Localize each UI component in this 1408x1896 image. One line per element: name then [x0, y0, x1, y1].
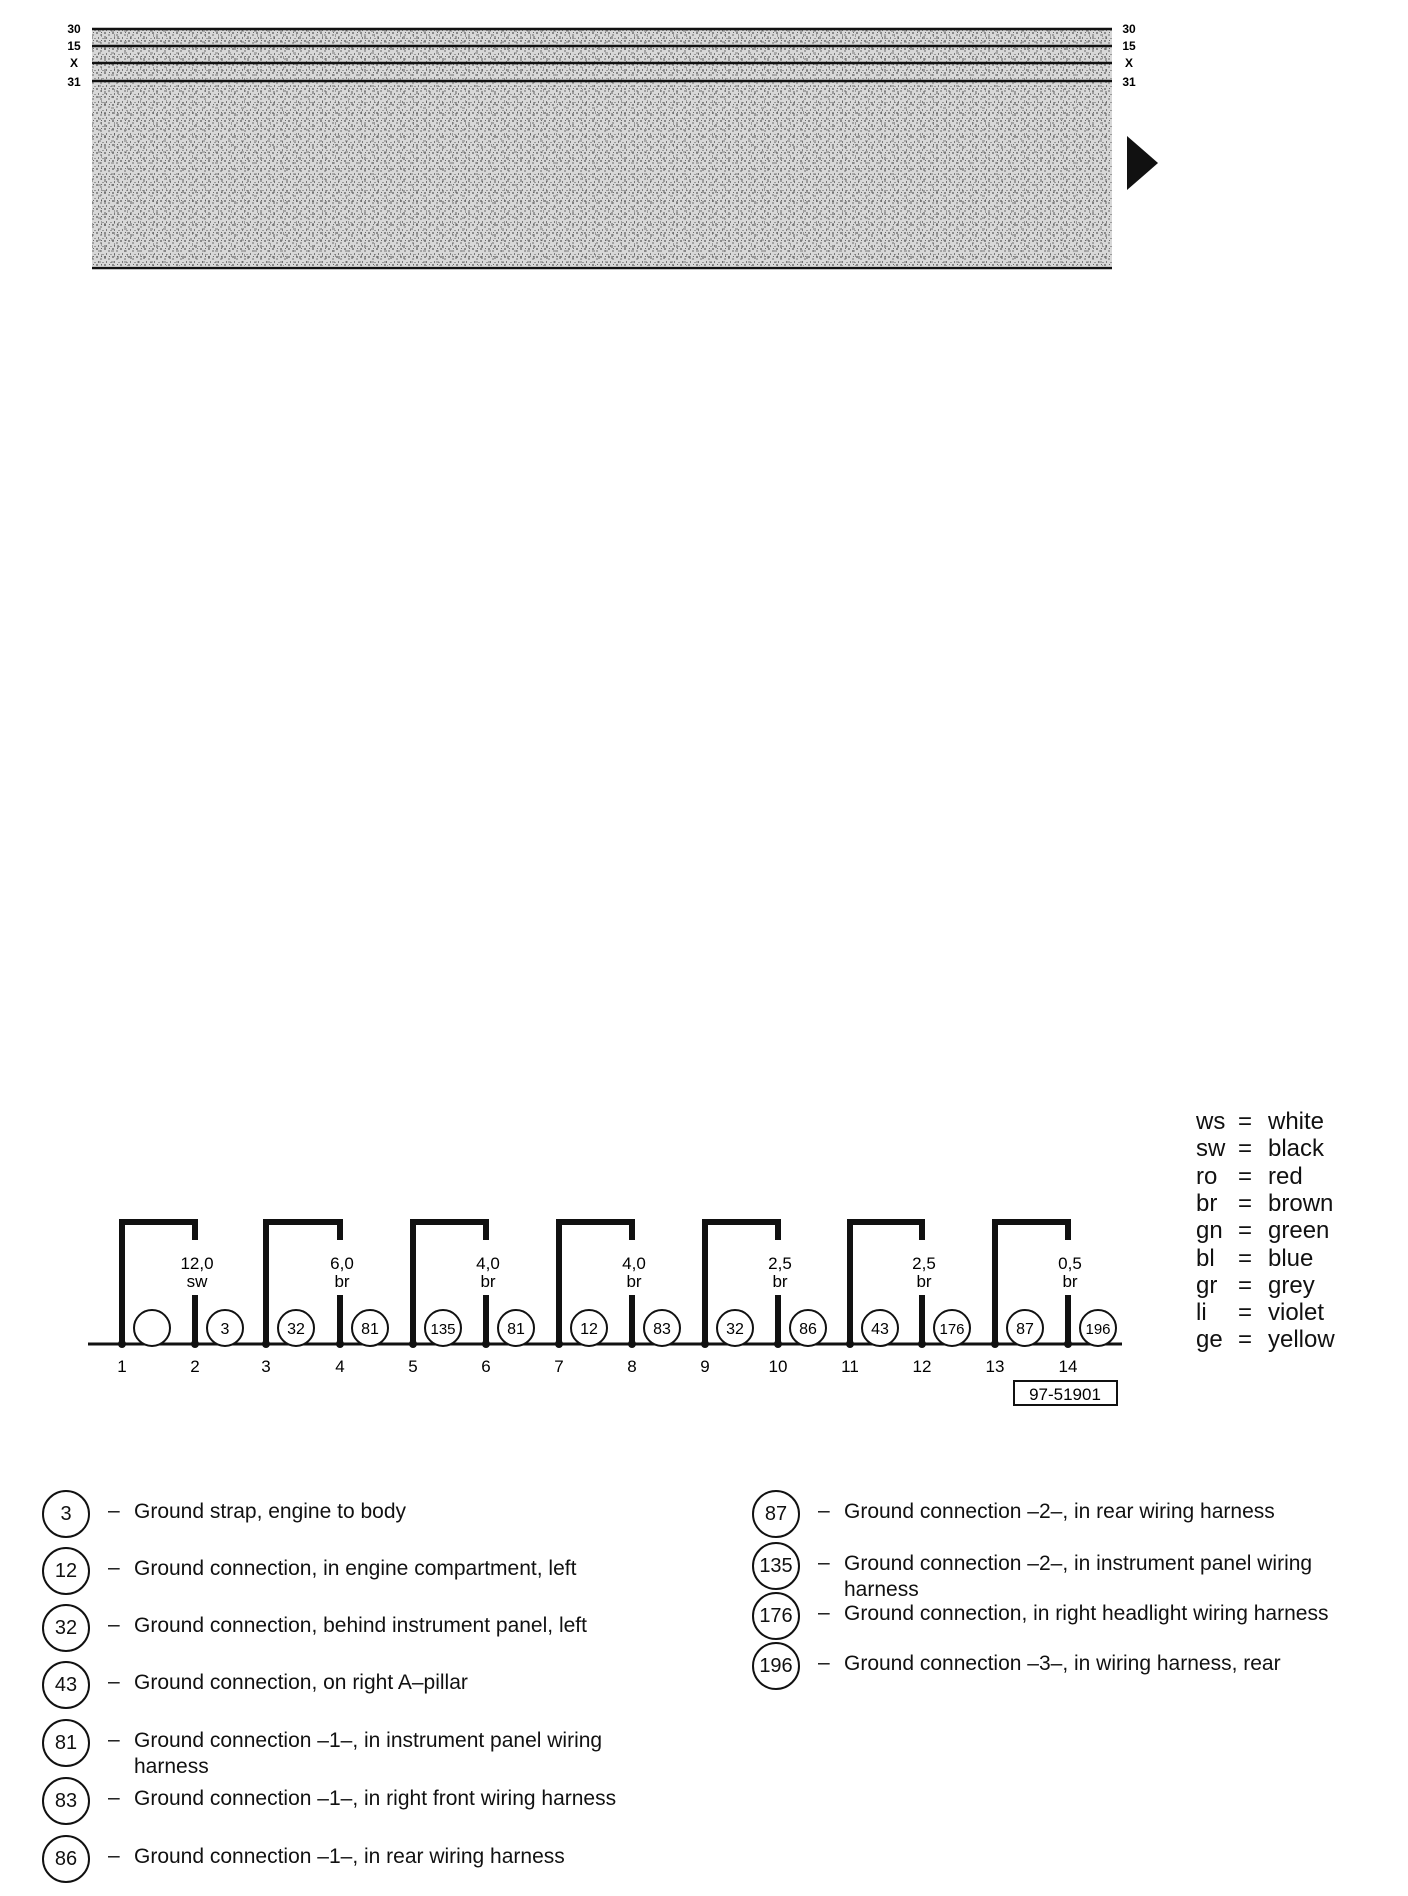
ground-point-entry — [42, 1777, 702, 1825]
ground-point-entry — [752, 1490, 1408, 1538]
terminal-node — [846, 1340, 854, 1348]
ground-connections-diagram — [88, 1222, 1122, 1405]
ground-point-dash: – — [818, 1651, 830, 1674]
ground-bubble-label: 3 — [220, 1321, 230, 1338]
terminal-node — [555, 1340, 563, 1348]
rail-label-left-30: 30 — [67, 22, 81, 36]
legend-color-name: grey — [1268, 1271, 1315, 1299]
wire-bracket — [559, 1222, 632, 1240]
legend-code: ws — [1196, 1108, 1226, 1135]
legend-color-name: yellow — [1268, 1326, 1335, 1354]
ground-point-dash: – — [108, 1556, 120, 1579]
legend-code: bl — [1196, 1244, 1215, 1272]
ground-point-entry — [42, 1604, 702, 1652]
legend-row — [1196, 1299, 1386, 1326]
ground-bubble-label: 81 — [507, 1321, 525, 1338]
ground-bubble-label: 43 — [871, 1321, 889, 1338]
ground-point-description: Ground connection –1–, in right front wiring harness — [134, 1787, 617, 1810]
rail-label-left-31: 31 — [67, 75, 81, 89]
legend-color-name: white — [1268, 1108, 1325, 1135]
wire-size-label: 2,5 — [768, 1254, 792, 1273]
legend-row — [1196, 1135, 1386, 1162]
legend-equals: = — [1238, 1189, 1253, 1217]
terminal-node — [118, 1340, 126, 1348]
terminal-node — [336, 1340, 344, 1348]
ground-point-number: 3 — [42, 1490, 90, 1538]
terminal-number: 1 — [117, 1357, 127, 1376]
ground-bubble-label: 86 — [799, 1321, 817, 1338]
legend-color-name: blue — [1268, 1244, 1314, 1272]
ground-point-entry — [752, 1592, 1408, 1640]
ground-point-number: 196 — [752, 1642, 800, 1690]
wire-bracket — [850, 1222, 922, 1240]
ground-point-dash: – — [108, 1786, 120, 1809]
terminal-number: 6 — [481, 1357, 491, 1376]
ground-point-number: 135 — [752, 1542, 800, 1590]
terminal-number: 9 — [700, 1357, 710, 1376]
terminal-number: 13 — [985, 1357, 1005, 1376]
legend-equals: = — [1238, 1135, 1253, 1163]
legend-code: ge — [1196, 1326, 1223, 1354]
ground-point-number: 87 — [752, 1490, 800, 1538]
terminal-node — [701, 1340, 709, 1348]
ground-point-dash: – — [108, 1670, 120, 1693]
terminal-number: 8 — [627, 1357, 637, 1376]
legend-row — [1196, 1217, 1386, 1244]
ground-bubble-label: 12 — [580, 1321, 598, 1338]
legend-equals: = — [1238, 1162, 1253, 1190]
legend-equals: = — [1238, 1271, 1253, 1299]
ground-bubble-label: 135 — [430, 1321, 456, 1338]
rail-label-right-31: 31 — [1122, 75, 1136, 89]
ground-point-entry — [42, 1547, 702, 1595]
ground-bubble — [134, 1310, 170, 1346]
rail-label-left-x: X — [69, 56, 79, 70]
terminal-node — [628, 1340, 636, 1348]
wire-bracket — [995, 1222, 1068, 1240]
ground-point-dash: – — [818, 1551, 830, 1574]
wire-size-label: 4,0 — [476, 1254, 500, 1273]
ground-bubble-label: 32 — [287, 1321, 305, 1338]
terminal-number: 11 — [841, 1357, 859, 1376]
ground-point-dash: – — [108, 1613, 120, 1636]
ground-point-dash: – — [818, 1499, 830, 1522]
legend-row — [1196, 1108, 1386, 1135]
ground-point-entry — [42, 1490, 702, 1538]
terminal-node — [1064, 1340, 1072, 1348]
ground-point-description: Ground connection –2–, in instrument panel wiring harness — [844, 1552, 1313, 1601]
legend-code: li — [1196, 1299, 1207, 1327]
legend-row — [1196, 1190, 1386, 1217]
legend-row — [1196, 1272, 1386, 1299]
terminal-node — [262, 1340, 270, 1348]
legend-row — [1196, 1245, 1386, 1272]
rail-label-right-x: X — [1124, 56, 1134, 70]
terminal-number: 14 — [1058, 1357, 1078, 1376]
ground-bubble-label: 81 — [361, 1321, 379, 1338]
legend-code: ro — [1196, 1162, 1218, 1190]
rail-label-right-15: 15 — [1122, 39, 1136, 53]
terminal-node — [918, 1340, 926, 1348]
ground-point-number: 176 — [752, 1592, 800, 1640]
legend-code: gr — [1196, 1271, 1218, 1299]
rail-label-left-15: 15 — [67, 39, 81, 53]
wire-bracket — [266, 1222, 340, 1240]
legend-color-name: red — [1268, 1162, 1303, 1190]
legend-color-name: black — [1268, 1135, 1325, 1163]
terminal-number: 2 — [190, 1357, 200, 1376]
legend-equals: = — [1238, 1326, 1253, 1354]
ground-point-number: 32 — [42, 1604, 90, 1652]
terminal-node — [774, 1340, 782, 1348]
legend-equals: = — [1238, 1108, 1253, 1135]
ground-bubble-label: 87 — [1016, 1321, 1034, 1338]
ground-point-entry — [42, 1835, 702, 1883]
wire-color-label: br — [480, 1272, 496, 1291]
diagram-id: 97-51901 — [1029, 1385, 1101, 1404]
wire-size-label: 4,0 — [622, 1254, 646, 1273]
rail-label-right-30: 30 — [1122, 22, 1136, 36]
legend-row — [1196, 1326, 1386, 1353]
ground-point-description: Ground connection –3–, in wiring harness, rear — [844, 1652, 1281, 1675]
ground-point-entry — [42, 1719, 702, 1778]
ground-point-description: Ground connection, behind instrument panel, left — [134, 1614, 587, 1637]
ground-point-entry — [42, 1661, 702, 1709]
legend-code: gn — [1196, 1217, 1223, 1245]
terminal-number: 5 — [408, 1357, 418, 1376]
ground-point-number: 12 — [42, 1547, 90, 1595]
wire-bracket — [705, 1222, 778, 1240]
ground-point-dash: – — [818, 1601, 830, 1624]
legend-color-name: violet — [1268, 1299, 1325, 1327]
wire-color-label: br — [916, 1272, 932, 1291]
ground-bubble-label: 176 — [939, 1321, 965, 1338]
ground-bubble-label: 32 — [726, 1321, 744, 1338]
power-rails — [67, 22, 1158, 268]
wire-size-label: 2,5 — [912, 1254, 936, 1273]
ground-point-number: 43 — [42, 1661, 90, 1709]
legend-row — [1196, 1163, 1386, 1190]
legend-equals: = — [1238, 1299, 1253, 1327]
terminal-number: 7 — [554, 1357, 564, 1376]
legend-color-name: brown — [1268, 1189, 1334, 1217]
ground-point-number: 81 — [42, 1719, 90, 1767]
wire-color-label: br — [334, 1272, 350, 1291]
ground-point-description: Ground strap, engine to body — [134, 1500, 407, 1523]
legend-code: sw — [1196, 1135, 1226, 1163]
ground-point-description: Ground connection –1–, in instrument panel wiring harness — [134, 1729, 603, 1778]
ground-point-number: 86 — [42, 1835, 90, 1883]
wire-color-label: br — [626, 1272, 642, 1291]
wire-size-label: 6,0 — [330, 1254, 354, 1273]
ground-point-entry — [752, 1642, 1408, 1690]
legend-color-name: green — [1268, 1217, 1330, 1245]
legend-code: br — [1196, 1189, 1218, 1217]
terminal-number: 12 — [912, 1357, 932, 1376]
continue-arrow-icon — [1127, 136, 1158, 190]
terminal-number: 10 — [768, 1357, 788, 1376]
ground-point-dash: – — [108, 1499, 120, 1522]
wire-size-label: 0,5 — [1058, 1254, 1082, 1273]
ground-point-number: 83 — [42, 1777, 90, 1825]
terminal-node — [409, 1340, 417, 1348]
legend-equals: = — [1238, 1244, 1253, 1272]
wire-bracket — [122, 1222, 195, 1240]
legend-equals: = — [1238, 1217, 1253, 1245]
terminal-node — [482, 1340, 490, 1348]
ground-point-dash: – — [108, 1728, 120, 1751]
wire-bracket — [413, 1222, 486, 1240]
ground-point-description: Ground connection, on right A–pillar — [134, 1671, 468, 1694]
terminal-number: 3 — [261, 1357, 271, 1376]
wire-color-label: sw — [186, 1272, 208, 1291]
terminal-node — [191, 1340, 199, 1348]
ground-point-dash: – — [108, 1844, 120, 1867]
ground-bubble-label: 83 — [653, 1321, 671, 1338]
wire-color-label: br — [1062, 1272, 1078, 1291]
ground-bubble-label: 196 — [1085, 1321, 1111, 1338]
wire-size-label: 12,0 — [180, 1254, 214, 1273]
ground-point-description: Ground connection, in engine compartment, left — [134, 1557, 577, 1580]
ground-point-description: Ground connection –2–, in rear wiring harness — [844, 1500, 1275, 1523]
ground-point-description: Ground connection –1–, in rear wiring harness — [134, 1845, 565, 1868]
terminal-node — [991, 1340, 999, 1348]
terminal-number: 4 — [335, 1357, 345, 1376]
wire-color-label: br — [772, 1272, 788, 1291]
ground-point-description: Ground connection, in right headlight wiring harness — [844, 1602, 1329, 1625]
ground-point-entry — [752, 1542, 1408, 1601]
